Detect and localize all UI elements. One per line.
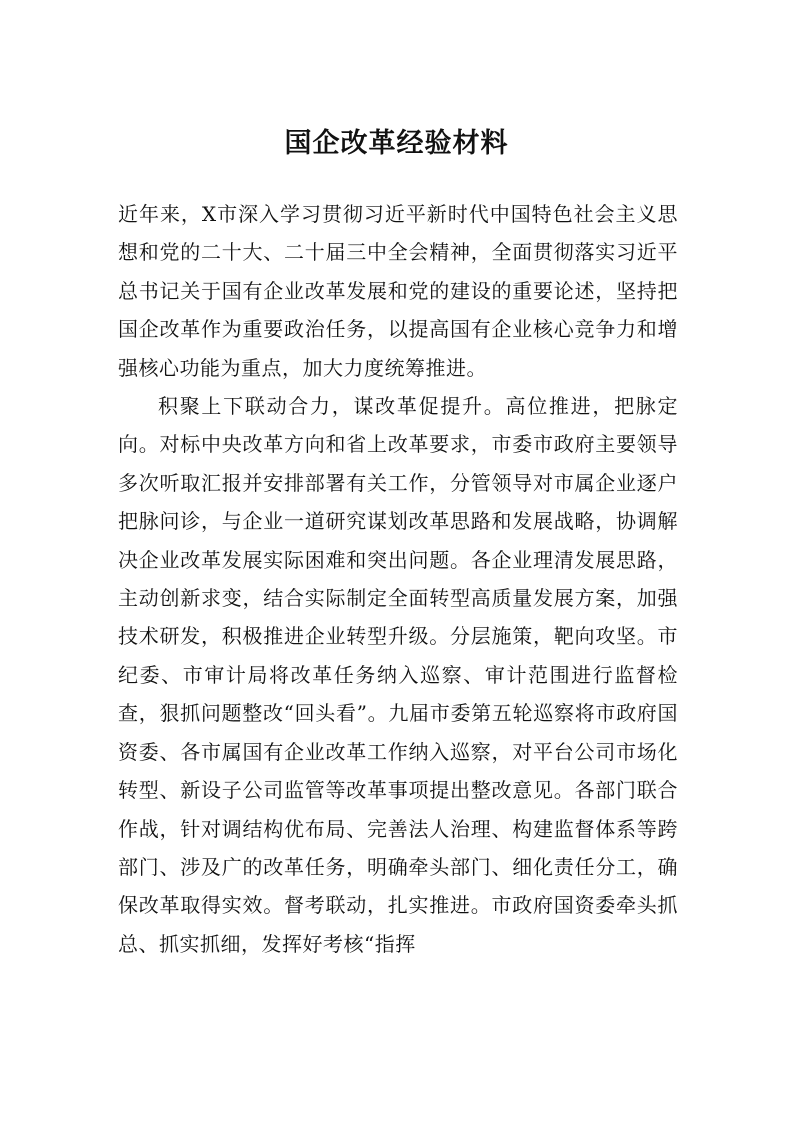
document-body xyxy=(118,195,678,963)
document-title: 国企改革经验材料 xyxy=(284,128,509,159)
paragraph-reform-measures: 积聚上下联动合力，谋改革促提升。高位推进，把脉定向。对标中央改革方向和省上改革要求，市委市政府主要领导多次听取汇报并安排部署有关工作，分管领导对市属企业逐户把脉问诊，与企业一道研究谋划改革思路和发展战略，协调解决企业改革发展实际困难和突出问题。各企业理清发展思路，主动创新求变，结合实际制定全面转型高质量发展方案，加强技术研发，积极推进企业转型升级。分层施策，靶向攻坚。市纪委、市审计局将改革任务纳入巡察、审计范围进行监督检查，狠抓问题整改“回头看”。九届市委第五轮巡察将市政府国资委、各市属国有企业改革工作纳入巡察，对平台公司市场化转型、新设子公司监管等改革事项提出整改意见。各部门联合作战，针对调结构优布局、完善法人治理、构建监督体系等跨部门、涉及广的改革任务，明确牵头部门、细化责任分工，确保改革取得实效。督考联动，扎实推进。市政府国资委牵头抓总、抓实抓细，发挥好考核“指挥 xyxy=(118,394,678,956)
paragraph-intro: 近年来，X市深入学习贯彻习近平新时代中国特色社会主义思想和党的二十大、二十届三中全会精神，全面贯彻落实习近平总书记关于国有企业改革发展和党的建设的重要论述，坚持把国企改革作为重要政治任务，以提高国有企业核心竞争力和增强核心功能为重点，加大力度统筹推进。 xyxy=(118,202,678,380)
